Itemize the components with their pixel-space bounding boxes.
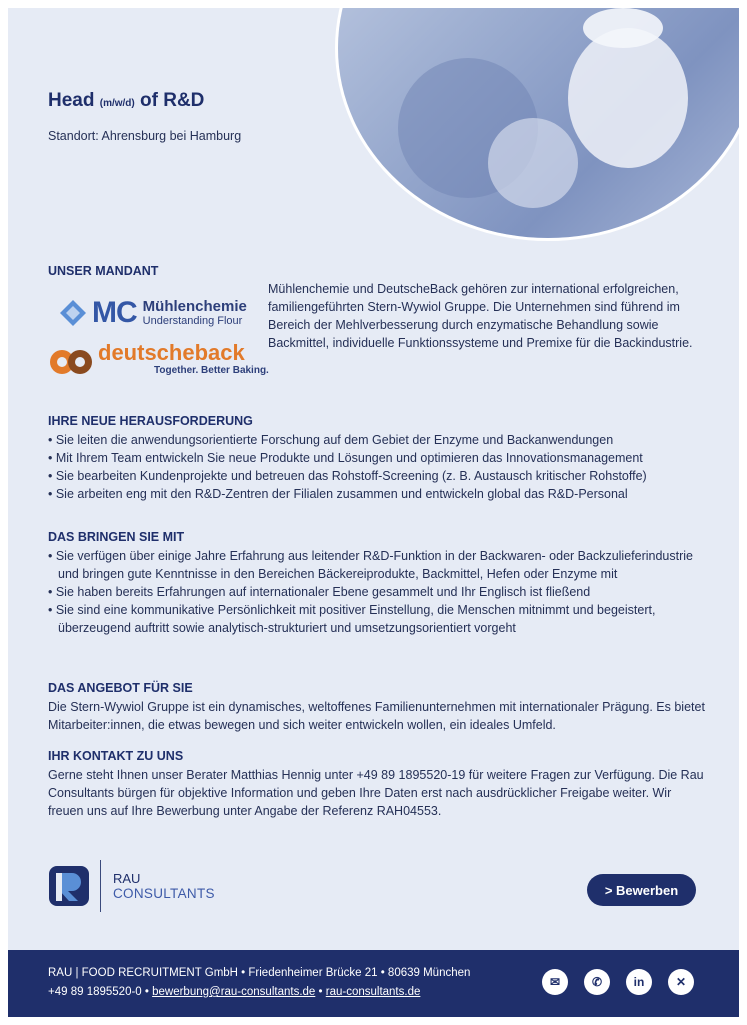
footer-address: RAU | FOOD RECRUITMENT GmbH • Friedenheimer Brücke 21 • 80639 München bbox=[48, 967, 471, 979]
contact-heading: IHR KONTAKT ZU UNS bbox=[48, 749, 184, 763]
website-link[interactable]: rau-consultants.de bbox=[325, 986, 421, 998]
list-item: • Mit Ihrem Team entwickeln Sie neue Produkte und Lösungen und optimieren das Innovationsmanagement bbox=[48, 451, 643, 465]
list-item: • Sie leiten die anwendungsorientierte Forschung auf dem Gebiet der Enzyme und Backanwendungen bbox=[48, 433, 614, 447]
deutscheback-logo: deutscheback Together. Better Baking. bbox=[48, 338, 269, 378]
offer-text: Die Stern-Wywiol Gruppe ist ein dynamisches, weltoffenes Familienunternehmen mit internationaler Prägung. Es bietet Mitarbeiter:innen, die etwas bewegen und sich weiter entwickeln wollen, ein ideales Umfeld. bbox=[48, 700, 705, 732]
header-photo bbox=[338, 8, 739, 238]
mandant-heading: UNSER MANDANT bbox=[48, 264, 159, 278]
page-title: Head (m/w/d) of R&D bbox=[48, 90, 205, 111]
contact-text: Gerne steht Ihnen unser Berater Matthias Hennig unter +49 89 1895520-19 für weitere Fragen zur Verfügung. Die Rau Consultants bürgen für objektive Information und geben Ihre Daten erst nach ausdrücklicher Freigabe weiter. Wir freuen uns auf Ihre Bewerbung unter Angabe der Referenz RAH04553. bbox=[48, 768, 704, 818]
list-item: • Sie sind eine kommunikative Persönlichkeit mit positiver Einstellung, die Menschen mitnimmt und begeistert, überzeugend auftritt sowie analytisch-strukturiert und umsetzungsorientiert vorgeht bbox=[48, 603, 656, 635]
deutscheback-emblem-icon bbox=[48, 338, 94, 378]
email-link[interactable]: bewerbung@rau-consultants.de bbox=[152, 986, 316, 998]
location-text: Standort: Ahrensburg bei Hamburg bbox=[48, 129, 242, 143]
footer-contact-line: +49 89 1895520-0 • bewerbung@rau-consultants.de • rau-consultants.de bbox=[48, 986, 421, 998]
challenge-heading: IHRE NEUE HERAUSFORDERUNG bbox=[48, 414, 253, 428]
apply-button[interactable]: > Bewerben bbox=[587, 874, 696, 906]
mandant-description: Mühlenchemie und DeutscheBack gehören zur international erfolgreichen, familiengeführten Stern-Wywiol Gruppe. Die Unternehmen sind führend im Bereich der Mehlverbesserung durch enzymatische Behandlung sowie Backmittel, individuelle Funktionssysteme und Premixe für die Backindustrie. bbox=[268, 282, 693, 350]
list-item: • Sie verfügen über einige Jahre Erfahrung aus leitender R&D-Funktion in der Backwaren- oder Backzulieferindustrie und bringen gute Kenntnisse in den Bereichen Bäckereiprodukte, Backmittel, Hefen oder Enzyme mit bbox=[48, 549, 693, 581]
footer bbox=[8, 950, 739, 1017]
linkedin-icon[interactable]: in bbox=[626, 969, 652, 995]
muehlenchemie-emblem-icon bbox=[58, 298, 88, 328]
muehlenchemie-logo: MC Mühlenchemie Understanding Flour bbox=[58, 293, 247, 333]
rau-consultants-logo: RAU CONSULTANTS bbox=[48, 860, 215, 912]
email-icon[interactable]: ✉ bbox=[542, 969, 568, 995]
list-item: • Sie arbeiten eng mit den R&D-Zentren der Filialen zusammen und entwickeln global das R&D-Personal bbox=[48, 487, 628, 501]
challenge-list bbox=[48, 431, 708, 503]
offer-heading: DAS ANGEBOT FÜR SIE bbox=[48, 681, 193, 695]
rau-emblem-icon bbox=[48, 865, 90, 907]
whatsapp-icon[interactable]: ✆ bbox=[584, 969, 610, 995]
requirements-heading: DAS BRINGEN SIE MIT bbox=[48, 530, 185, 544]
social-links bbox=[542, 969, 710, 995]
list-item: • Sie haben bereits Erfahrungen auf internationaler Ebene gesammelt und Ihr Englisch ist fließend bbox=[48, 585, 591, 599]
xing-icon[interactable]: ✕ bbox=[668, 969, 694, 995]
list-item: • Sie bearbeiten Kundenprojekte und betreuen das Rohstoff-Screening (z. B. Austausch kritischer Rohstoffe) bbox=[48, 469, 647, 483]
requirements-list bbox=[48, 547, 708, 637]
job-ad-page bbox=[8, 8, 739, 1017]
